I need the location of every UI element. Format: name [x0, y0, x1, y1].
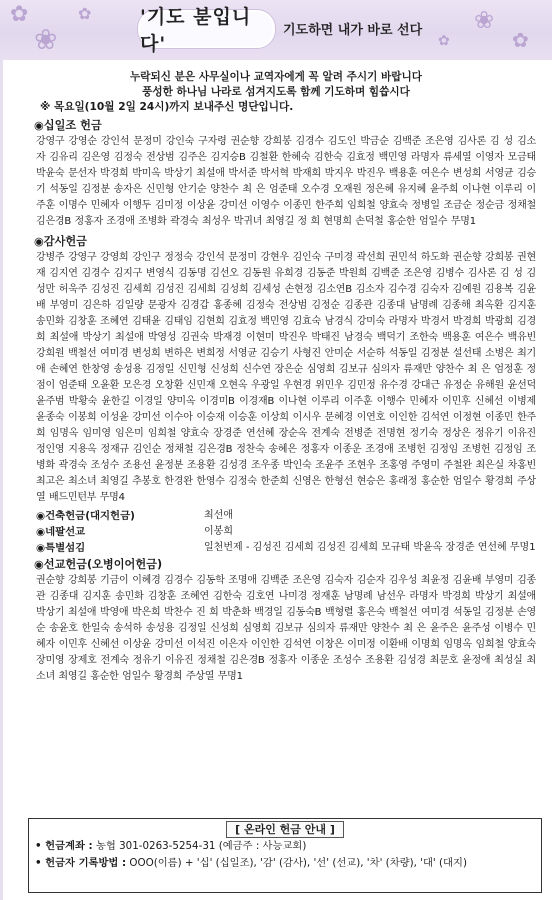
flower-icon: ✿ [512, 28, 529, 52]
mission-label: ◉네팔선교 [36, 526, 86, 538]
tithe-names: 강영구 강영순 강인석 문정미 강인숙 구자령 권순향 강희봉 김경수 김도인 박금순 김백준 조은영 김사론 김 성 김소자 김유리 김은영 김정숙 전상범 김주은 김지승B 김철환 한혜숙 김한숙 김효정 백민영 라명자 류세열 이영자 모금태 박윤숙 문선자 박경희 박미옥 박상기 최설애 박서준 박서혁 박재희 박지우 박진우 백용훈 여은수 변성희 서영균 김승기 석동일 김정분 송자은 신민형 안기순 양찬수 최 은 엄준태 오수경 오재원 정은혜 유지혜 윤주희 이나현 이루리 이주훈 이명수 민혜자 이행두 김미정 이상윤 강미선 이영수 이종민 한주희 임희철 양효숙 정병일 조금순 정순금 정채철 김은경B 정홍자 조경애 조병화 곽경숙 최성우 박귀녀 최영길 정 희 현명희 손덕철 홍순한 엄일수 무명1 [36, 136, 536, 227]
special-label: ◉특별섬김 [36, 542, 86, 554]
bulletin-subtitle: 기도하면 내가 바로 선다 [283, 23, 423, 38]
seed-names: 권순향 강희봉 기금이 이혜경 김경수 김동학 조명애 김백준 조은영 김숙자 김순자 김우성 최윤정 김윤배 부영미 김종관 김종대 김지훈 송민화 김창훈 조혜연 김한숙 김호연 나미경 정재훈 남명례 남선우 라명자 박경희 박상기 최설애 박상기 최설애 박영애 박은희 박찬수 진 희 박춘화 백경일 김동숙B 백형렬 홍은숙 백철선 여미경 석동일 김정분 손영순 송윤호 한일숙 송석하 송성용 김정일 신성희 심영희 김보규 심의자 류재만 양찬수 최 은 윤주은 윤주성 이병수 민혜자 이민후 신혜선 이상윤 강미선 이석진 이은자 이인한 김석연 이창은 이미정 이환배 이명희 임명옥 임희철 양효숙 장미영 장제호 전계숙 정유기 이유진 정채철 김은경B 정홍자 이종운 조성수 조용환 김성경 최문호 윤정애 최성실 최소녀 최영길 홍순한 엄일수 황경희 주상열 무명1 [36, 575, 536, 682]
method-label: • 헌금자 기록방법 : [35, 857, 127, 869]
online-offering-box [28, 818, 542, 893]
seed-section [36, 557, 536, 685]
notice-line-2: 풍성한 하나님 나라로 섬겨지도록 함께 기도하며 힘씁시다 [142, 86, 410, 98]
thanks-title: ◉감사헌금 [34, 235, 87, 248]
mission-row [36, 524, 536, 540]
account-line [29, 838, 541, 855]
online-title: [ 온라인 헌금 안내 ] [226, 821, 344, 838]
flower-icon: ✿ [438, 33, 450, 49]
flower-icon: ✿ [10, 2, 29, 27]
notice-deadline: ※ 목요일(10월 2일 24시)까지 보내주신 명단입니다. [40, 101, 294, 113]
tithe-title: ◉십일조 헌금 [34, 119, 102, 132]
building-value: 최선애 [204, 510, 233, 521]
tithe-section [36, 118, 536, 230]
account-value: 농협 301-0263-5254-31 (예금주 : 사능교회) [95, 840, 307, 852]
building-row [36, 508, 536, 524]
thanks-section [36, 234, 536, 506]
bulletin-header [0, 0, 552, 60]
seed-title: ◉선교헌금(오병이어헌금) [34, 558, 163, 571]
mission-value: 이봉희 [204, 526, 233, 537]
thanks-names: 강병주 강영구 강영희 강인구 정정숙 강인석 문정미 강현우 김인숙 구미경 곽선희 권민석 하도화 권순향 강희봉 권현재 김지연 김경수 김지구 변영식 김동명 김선오 김동원 유희경 김동준 박원희 김백준 조은영 김병수 김사론 김 성 김성만 허욱주 김성진 김세희 김성진 김세희 김성희 김세성 손현정 김소연B 김소자 김수경 김숙자 김예원 김용복 김윤배 부영미 김은하 김일량 문광자 김경갑 홍종혜 김정숙 전상범 김정순 김종관 김종대 남명례 김종해 최옥환 김지훈 송민화 김창훈 조혜연 김태윤 김태임 김현희 김효정 백민영 김효숙 남경식 강미숙 라명자 박경서 박경희 박광희 김경희 최설애 박상기 최설애 박영성 김권숙 박재경 이현미 박진우 박태진 남경숙 백덕기 조한숙 백용훈 여은수 백유빈 강희원 백철선 여미경 변성희 변하은 변희정 서영균 김승기 사형진 안미순 서순하 석동일 김정분 설선태 소병은 최기애 손혜연 한창영 송성용 김정일 신민형 신성희 신수연 장은순 심영희 김보규 심의자 류재만 양찬수 최 은 엄정훈 정점이 엄준태 오윤환 모은경 오창환 신민재 오현옥 우광일 우현경 위민우 김민정 유수경 강대근 유정순 유해원 윤선덕 윤주범 박황숙 윤한길 이경일 양미옥 이경미B 이경재B 이나현 이루리 이주훈 이행수 민혜자 이민후 신혜선 이병제 윤종숙 이봉희 이성윤 강미선 이수아 이승재 이승훈 이상희 이시우 문혜경 이연호 이인한 김석연 이정현 이종민 한주희 임명옥 임미영 임은미 임희철 양효숙 장경준 연선혜 장순옥 전계숙 전병준 전명현 정기숙 정상은 정유기 이유진 정인영 지용옥 정재규 김인순 정채철 김은경B 정찬숙 송혜은 정홍자 이종운 조경애 조병헌 김정임 조병헌 김정임 조병화 곽경숙 조성수 조용선 윤정분 조용환 김성경 조우종 박인숙 조윤주 조현우 조홍영 주영미 주철완 최은실 차홍빈 최고은 최소녀 최영길 추봉호 한경완 한영수 김정숙 한준희 신영은 한형선 현승은 홍래정 홍순한 엄일수 황경희 주상열 배드민턴부 무명4 [36, 252, 536, 503]
method-value: OOO(이름) + '십' (십일조), '감' (감사), '선' (선교), '차' (차량), '대' (대지) [129, 857, 467, 869]
misc-offerings [36, 508, 536, 556]
notice-line-1: 누락되신 분은 사무실이나 교역자에게 꼭 알려 주시기 바랍니다 [130, 71, 422, 83]
special-row [36, 540, 536, 556]
flower-icon: ✿ [78, 4, 92, 23]
left-decorative-bar [0, 60, 3, 900]
flower-icon: ❀ [474, 6, 495, 34]
account-label: • 헌금계좌 : [35, 840, 93, 852]
building-label: ◉건축헌금(대지헌금) [36, 510, 135, 522]
special-value: 일천번제 - 김성진 김세희 김성진 김세희 모규태 박윤옥 장경준 연선혜 무명1 [204, 542, 536, 553]
bulletin-title: '기도 붇입니다' [138, 10, 275, 48]
method-line [29, 855, 541, 872]
flower-icon: ❀ [34, 23, 58, 56]
